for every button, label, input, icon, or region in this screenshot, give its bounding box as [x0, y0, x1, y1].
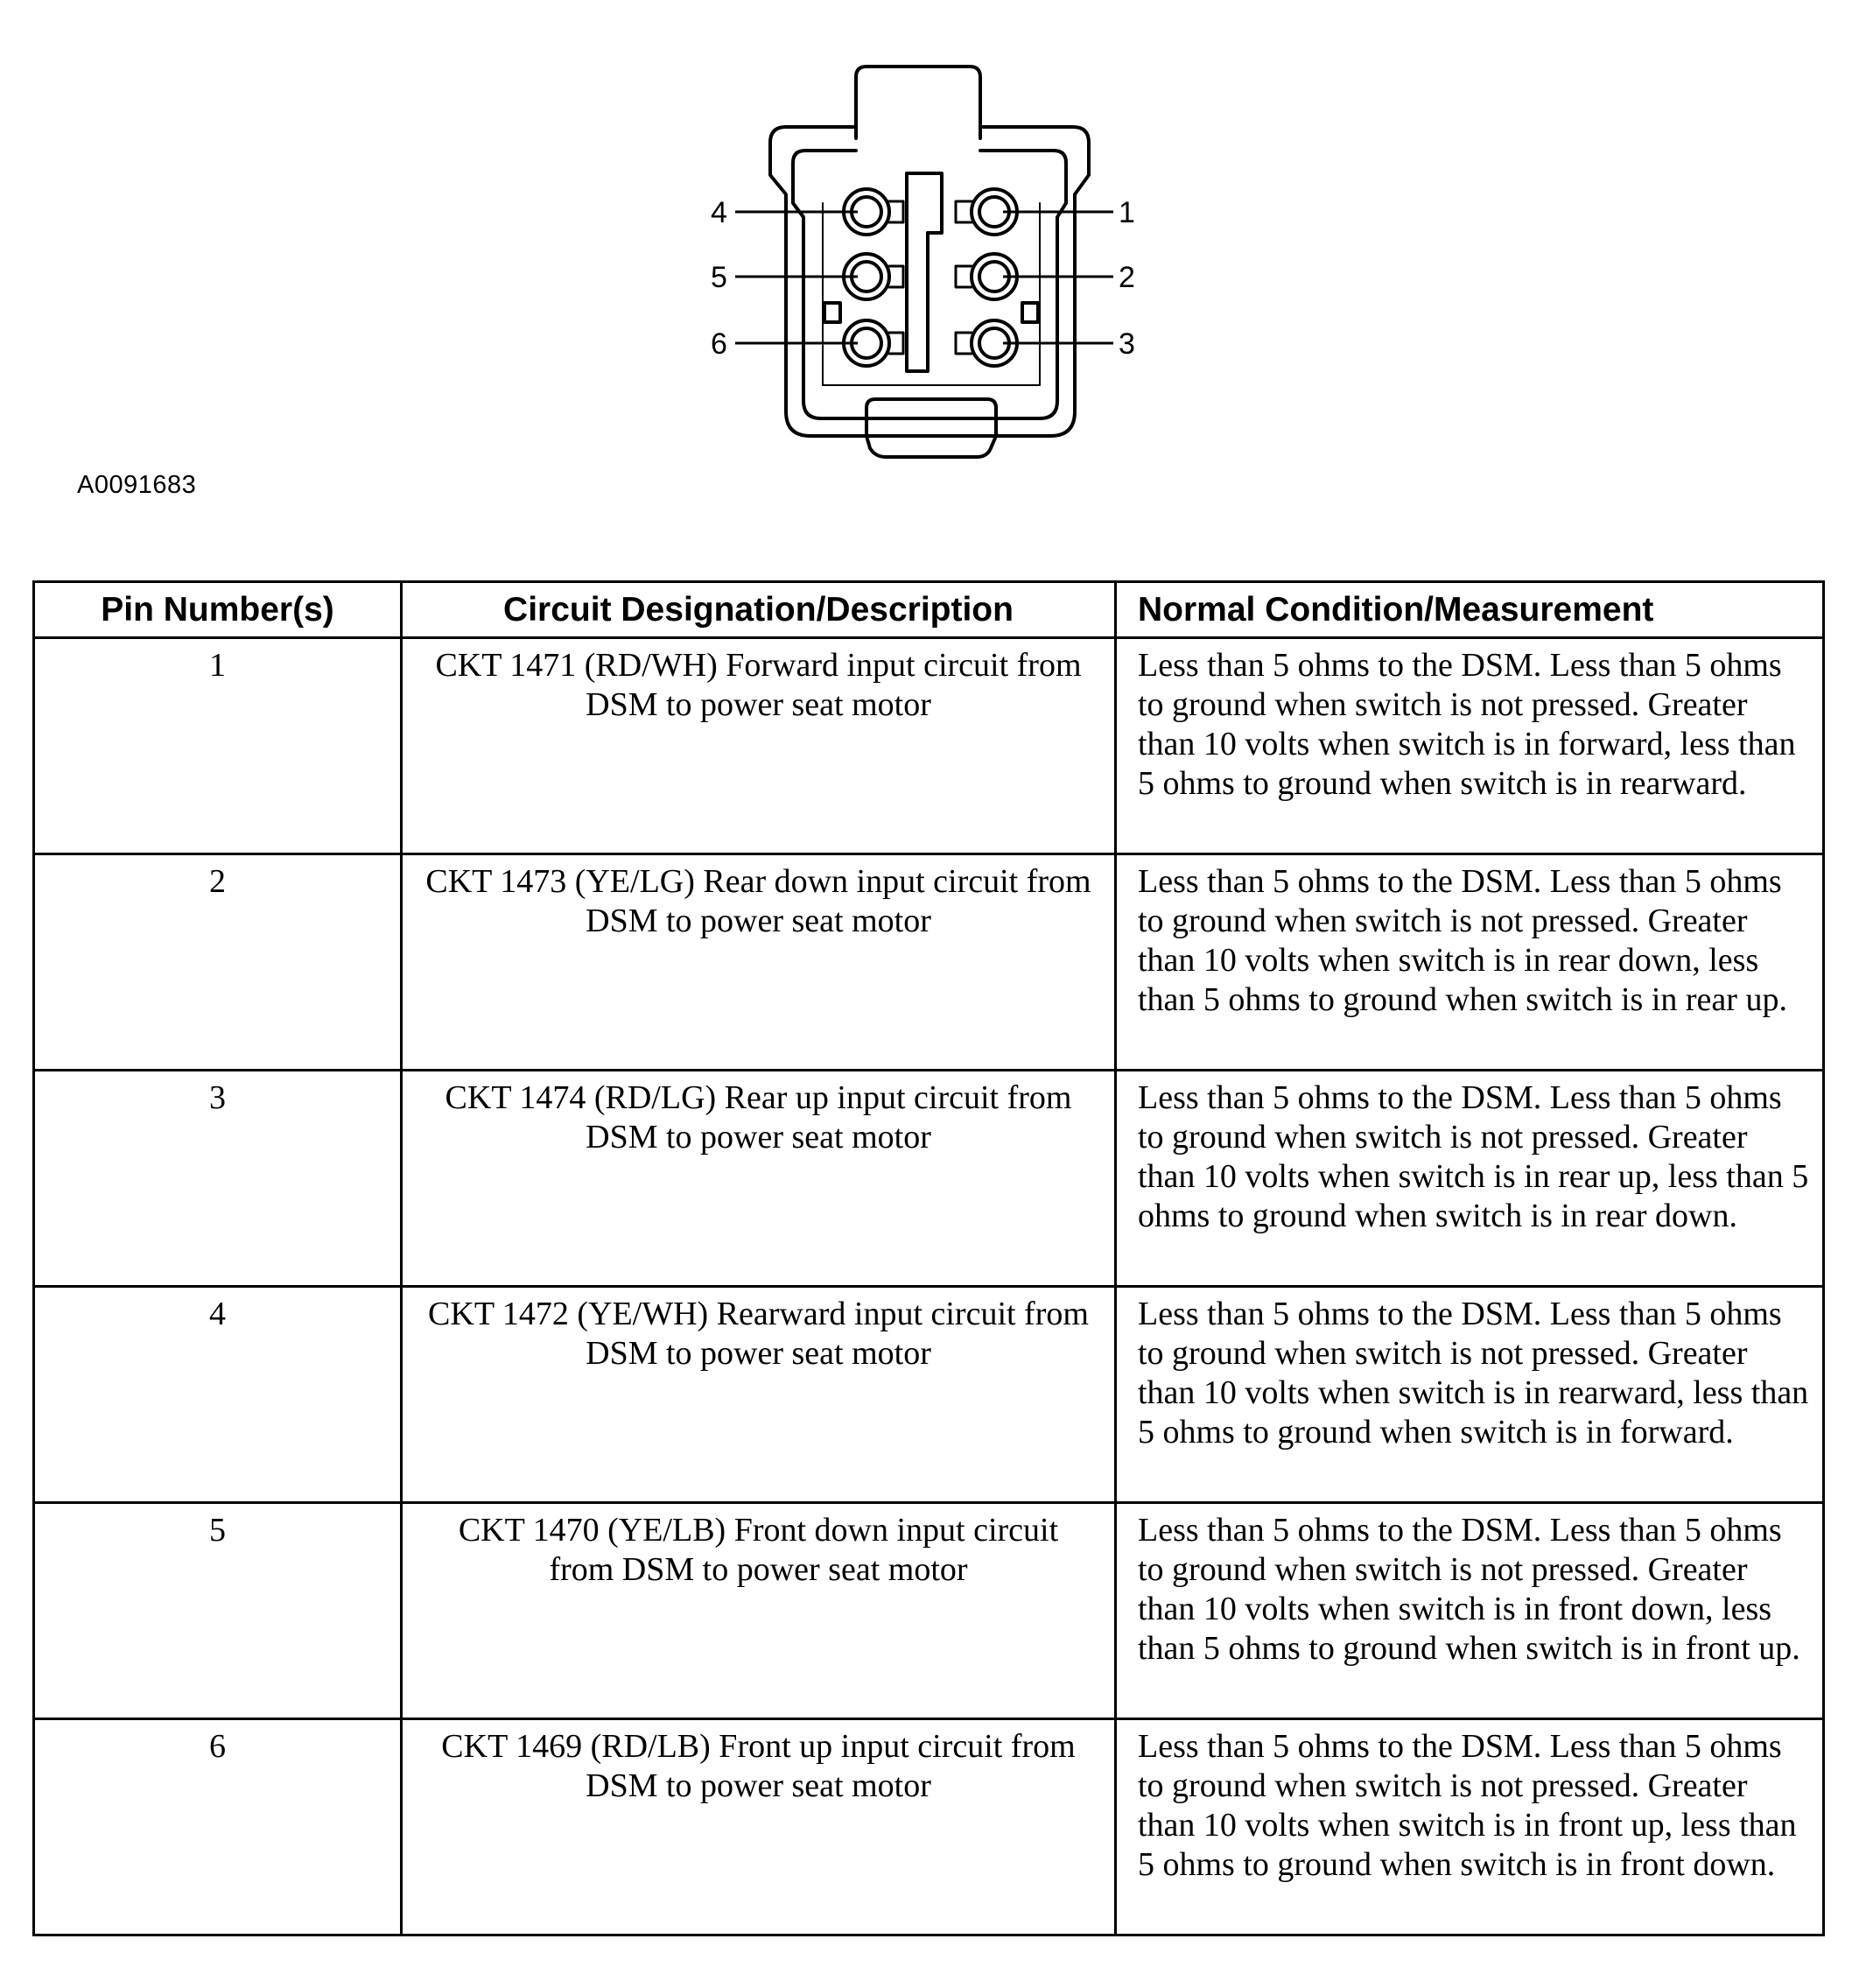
circuit-cell: CKT 1469 (RD/LB) Front up input circuit from DSM to power seat motor: [402, 1719, 1116, 1935]
condition-cell: Less than 5 ohms to the DSM. Less than 5 ohms to ground when switch is not pressed. Greater than 10 volts when switch is in front up, less than 5 ohms to ground when switch is in front down.: [1116, 1719, 1824, 1935]
figure-id: A0091683: [77, 471, 197, 499]
table-row: [34, 638, 1824, 854]
table-row: [34, 1503, 1824, 1719]
pin-label-5: 5: [711, 261, 727, 294]
table-row: [34, 1287, 1824, 1503]
condition-cell: Less than 5 ohms to the DSM. Less than 5 ohms to ground when switch is not pressed. Greater than 10 volts when switch is in rear up, less than 5 ohms to ground when switch is in rear down.: [1116, 1071, 1824, 1287]
condition-cell: Less than 5 ohms to the DSM. Less than 5 ohms to ground when switch is not pressed. Greater than 10 volts when switch is in rearward, less than 5 ohms to ground when switch is in forward.: [1116, 1287, 1824, 1503]
circuit-cell: CKT 1470 (YE/LB) Front down input circuit from DSM to power seat motor: [402, 1503, 1116, 1719]
table-header-row: [34, 582, 1824, 638]
table-row: [34, 1719, 1824, 1935]
pin-label-4: 4: [711, 196, 727, 229]
pin-number-cell: 6: [34, 1719, 402, 1935]
pin-label-1: 1: [1119, 196, 1135, 229]
pin-number-cell: 4: [34, 1287, 402, 1503]
pin-number-cell: 2: [34, 854, 402, 1071]
circuit-cell: CKT 1472 (YE/WH) Rearward input circuit from DSM to power seat motor: [402, 1287, 1116, 1503]
header-condition: Normal Condition/Measurement: [1116, 582, 1824, 638]
pin-number-cell: 3: [34, 1071, 402, 1287]
table-row: [34, 1071, 1824, 1287]
condition-cell: Less than 5 ohms to the DSM. Less than 5 ohms to ground when switch is not pressed. Greater than 10 volts when switch is in rear down, less than 5 ohms to ground when switch is in rear up.: [1116, 854, 1824, 1071]
header-pin-number: Pin Number(s): [34, 582, 402, 638]
pin-label-6: 6: [711, 327, 727, 361]
pin-label-3: 3: [1119, 327, 1135, 361]
pin-label-2: 2: [1119, 261, 1135, 294]
condition-cell: Less than 5 ohms to the DSM. Less than 5 ohms to ground when switch is not pressed. Greater than 10 volts when switch is in forward, less than 5 ohms to ground when switch is in rearward.: [1116, 638, 1824, 854]
pin-number-cell: 5: [34, 1503, 402, 1719]
condition-cell: Less than 5 ohms to the DSM. Less than 5 ohms to ground when switch is not pressed. Greater than 10 volts when switch is in front down, less than 5 ohms to ground when switch is in front up.: [1116, 1503, 1824, 1719]
table-row: [34, 854, 1824, 1071]
header-circuit: Circuit Designation/Description: [402, 582, 1116, 638]
circuit-cell: CKT 1471 (RD/WH) Forward input circuit from DSM to power seat motor: [402, 638, 1116, 854]
connector-diagram: [0, 0, 1859, 473]
circuit-cell: CKT 1473 (YE/LG) Rear down input circuit from DSM to power seat motor: [402, 854, 1116, 1071]
circuit-cell: CKT 1474 (RD/LG) Rear up input circuit from DSM to power seat motor: [402, 1071, 1116, 1287]
pin-number-cell: 1: [34, 638, 402, 854]
pinout-table: [32, 580, 1825, 1936]
